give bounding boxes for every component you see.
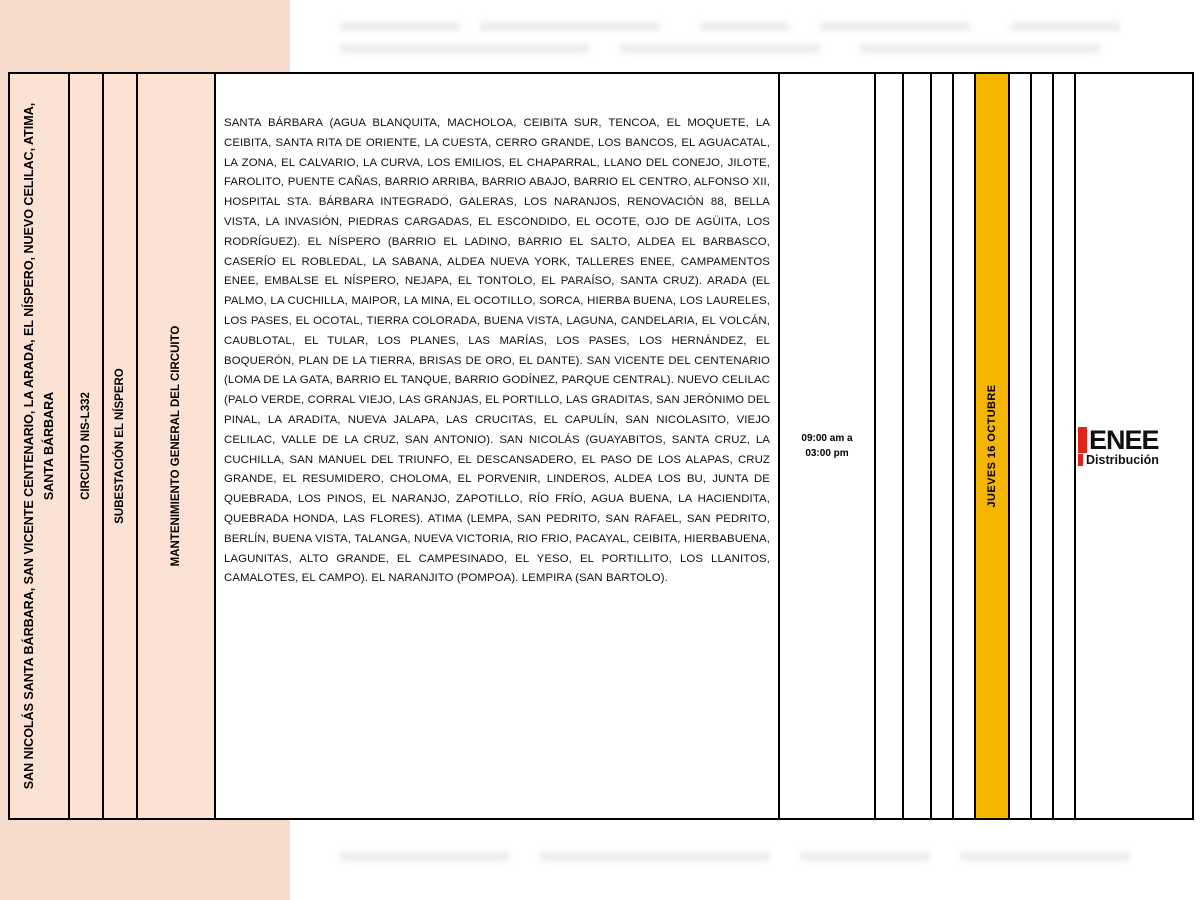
background-blur-text bbox=[620, 44, 820, 53]
background-blur-text bbox=[820, 22, 970, 31]
cell-municipalities bbox=[10, 74, 70, 818]
schedule-time bbox=[801, 431, 852, 461]
cell-date bbox=[976, 74, 1010, 818]
cell-spacer-7 bbox=[1054, 74, 1076, 818]
logo-red-bar-small-icon bbox=[1078, 454, 1083, 466]
outage-schedule-table bbox=[8, 72, 1194, 820]
logo-top-row bbox=[1078, 424, 1159, 455]
cell-circuit bbox=[70, 74, 104, 818]
cell-spacer-6 bbox=[1032, 74, 1054, 818]
background-blur-text bbox=[860, 44, 1100, 53]
background-blur-text bbox=[1010, 22, 1120, 31]
cell-spacer-4 bbox=[954, 74, 976, 818]
background-blur-text bbox=[960, 852, 1130, 861]
cell-work-type bbox=[138, 74, 216, 818]
cell-spacer-3 bbox=[932, 74, 954, 818]
cell-spacer-2 bbox=[904, 74, 932, 818]
background-blur-text bbox=[340, 22, 460, 31]
cell-logo bbox=[1076, 74, 1192, 818]
cell-spacer-5 bbox=[1010, 74, 1032, 818]
municipalities-text: SAN NICOLÁS SANTA BÁRBARA, SAN VICENTE CENTENARIO, LA ARADA, EL NÍSPERO, NUEVO CELILAC, ATIMA, SANTA BÁRBARA bbox=[22, 102, 56, 790]
enee-logo bbox=[1078, 424, 1159, 467]
work-type-text: MANTENIMIENTO GENERAL DEL CIRCUITO bbox=[170, 325, 182, 567]
cell-schedule bbox=[780, 74, 876, 818]
background-blur-text bbox=[700, 22, 790, 31]
logo-red-bar-icon bbox=[1078, 427, 1087, 453]
background-blur-text bbox=[480, 22, 660, 31]
cell-spacer-1 bbox=[876, 74, 904, 818]
logo-bottom-row bbox=[1078, 454, 1159, 466]
background-blur-text bbox=[340, 852, 510, 861]
circuit-text: CIRCUITO NIS-L332 bbox=[80, 392, 92, 500]
logo-name: ENEE bbox=[1089, 424, 1159, 455]
date-text: JUEVES 16 OCTUBRE bbox=[986, 384, 998, 508]
schedule-end: 03:00 pm bbox=[805, 448, 849, 459]
background-blur-text bbox=[800, 852, 930, 861]
affected-areas-text: SANTA BÁRBARA (AGUA BLANQUITA, MACHOLOA, CEIBITA SUR, TENCOA, EL MOQUETE, LA CEIBITA, SANTA RITA DE ORIENTE, LA CUESTA, CERRO GRANDE, LOS BANCOS, EL AGUACATAL, LA ZONA, EL CALVARIO, LA CURVA, LOS EMILIOS, EL CHAPARRAL, LLANO DEL CONEJO, JILOTE, FAROLITO, PUENTE CAÑAS, BARRIO ARRIBA, BARRIO ABAJO, BARRIO EL CENTRO, ALFONSO XII, HOSPITAL STA. BÁRBARA INTEGRADO, GALERAS, LOS NARANJOS, RENOVACIÓN 88, BELLA VISTA, LA INVASIÓN, PIEDRAS CARGADAS, EL ESCONDIDO, EL OCOTE, OJO DE AGÜITA, LOS RODRÍGUEZ). EL NÍSPERO (BARRIO EL LADINO, BARRIO EL SALTO, ALDEA EL BARBASCO, CASERÍO EL ROBLEDAL, LA SABANA, ALDEA NUEVA YORK, TALLERES ENEE, CAMPAMENTOS ENEE, EMBALSE EL NÍSPERO, NEJAPA, EL TONTOLO, EL PARAÍSO, SANTA CRUZ). ARADA (EL PALMO, LA CUCHILLA, MAIPOR, LA MINA, EL OCOTILLO, SORCA, HIERBA BUENA, LOS LAURELES, LOS PASES, EL OCOTAL, TIERRA COLORADA, BUENA VISTA, LAGUNA, CANDELARIA, EL VOLCÁN, CAUBLOTAL, EL TULAR, LOS PLANES, LAS MARÍAS, LOS PASES, LOS HERNÁNDEZ, EL BOQUERÓN, PLAN DE LA TIERRA, BRISAS DE ORO, EL DANTE). SAN VICENTE DEL CENTENARIO (LOMA DE LA GATA, BARRIO EL TANQUE, BARRIO GODÍNEZ, PARQUE CENTRAL). NUEVO CELILAC (PALO VERDE, CORRAL VIEJO, LAS GRANJAS, EL PORTILLO, LAS GRADITAS, SAN JERÓNIMO DEL PINAL, LA ARADITA, NUEVA JALAPA, LAS CRUCITAS, EL CAPULÍN, SAN NICOLASITO, VIEJO CELILAC, VALLE DE LA CRUZ, SAN ANTONIO). SAN NICOLÁS (GUAYABITOS, SANTA CRUZ, LA CUCHILLA, SAN MANUEL DEL TRIUNFO, EL DESCANSADERO, EL PASO DE LOS ALAPAS, CRUZ GRANDE, EL RESUMIDERO, CHOLOMA, EL PORVENIR, LINDEROS, ALDEA LOS BU, JUNTA DE QUEBRADA, LOS PINOS, EL NARANJO, ZAPOTILLO, RÍO FRÍO, AGUA BUENA, LA HACIENDITA, QUEBRADA HONDA, LAS FLORES). ATIMA (LEMPA, SAN PEDRITO, SAN RAFAEL, SAN PEDRITO, BERLÍN, BUENA VISTA, TALANGA, NUEVA VICTORIA, RIO FRIO, PACAYAL, CEIBITA, HIERBABUENA, LAGUNITAS, ALTO GRANDE, EL CAMPESINADO, EL YESO, EL PORTILLITO, LOS LLANITOS, CAMALOTES, EL CAMPO). EL NARANJITO (POMPOA). LEMPIRA (SAN BARTOLO). bbox=[224, 117, 770, 585]
background-blur-text bbox=[540, 852, 770, 861]
background-blur-text bbox=[340, 44, 590, 53]
schedule-start: 09:00 am a bbox=[801, 433, 853, 444]
substation-text: SUBESTACIÓN EL NÍSPERO bbox=[114, 368, 126, 524]
cell-substation bbox=[104, 74, 138, 818]
logo-subtitle: Distribución bbox=[1086, 452, 1159, 467]
cell-affected-areas bbox=[216, 74, 780, 818]
